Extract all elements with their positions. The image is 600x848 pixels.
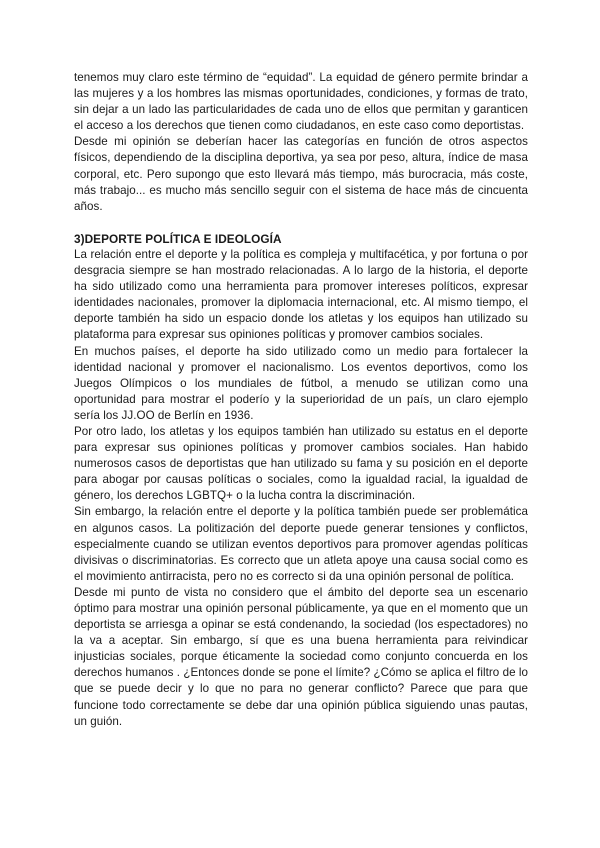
paragraph-equidad-definition: tenemos muy claro este término de “equidad”. La equidad de género permite brindar a las mujeres y a los hombres las mismas oportunidades, condiciones, y formas de trato, sin dejar a un lado las particularidades de cada uno de ellos que permitan y garanticen el acceso a los derechos que tienen como ciudadanos, en este caso como deportistas. — [74, 71, 528, 133]
paragraph-personal-view: Desde mi punto de vista no considero que el ámbito del deporte sea un escenario óptimo para mostrar una opinión personal públicamente, ya que en el momento que un deportista se arriesga a opinar se está condenando, la sociedad (los espectadores) no la va a aceptar. Sin embargo, sí que es una buena herramienta para reivindicar injusticias sociales, porque éticamente la sociedad como conjunto concuerda en los derechos humanos . ¿Entonces donde se pone el límite? ¿Cómo se aplica el filtro de lo que se puede decir y lo que no para no generar conflicto? Parece que para que funcione todo correctamente se debe dar una opinión pública siguiendo unas pautas, un guión. — [74, 585, 528, 728]
document-page — [74, 70, 528, 730]
paragraph-politics-intro: La relación entre el deporte y la política es compleja y multifacética, y por fortuna o por desgracia siempre se han mostrado relacionadas. A lo largo de la historia, el deporte ha sido utilizado como una herramienta para promover intereses políticos, expresar identidades nacionales, promover la diplomacia internacional, etc. Al mismo tiempo, el deporte también ha sido un espacio donde los atletas y los equipos han utilizado su plataforma para expresar sus opiniones políticas y promover cambios sociales. — [74, 247, 528, 342]
section-spacer — [74, 215, 528, 231]
paragraph-opinion-categories: Desde mi opinión se deberían hacer las categorías en función de otros aspectos físicos, dependiendo de la disciplina deportiva, ya sea por peso, altura, índice de masa corporal, etc. Pero supongo que esto llevará más tiempo, más burocracia, más coste, más trabajo... es mucho más sencillo seguir con el sistema de hace más de cincuenta años. — [74, 135, 528, 213]
section-heading: 3)DEPORTE POLÍTICA E IDEOLOGÍA — [74, 231, 282, 246]
paragraph-politicization: Sin embargo, la relación entre el deporte y la política también puede ser problemática en algunos casos. La politización del deporte puede generar tensiones y conflictos, especialmente cuando se utilizan eventos deportivos para promover agendas políticas divisivas o discriminatorias. Es correcto que un atleta apoye una causa social como es el movimiento antirracista, pero no es correcto si da una opinión personal de política. — [74, 505, 528, 583]
paragraph-athlete-activism: Por otro lado, los atletas y los equipos también han utilizado su estatus en el deporte para expresar sus opiniones políticas y promover cambios sociales. Han habido numerosos casos de deportistas que han utilizado su fama y su posición en el deporte para abogar por causas políticas o sociales, como la igualdad racial, la igualdad de género, los derechos LGBTQ+ o la lucha contra la discriminación. — [74, 424, 528, 503]
paragraph-nationalism: En muchos países, el deporte ha sido utilizado como un medio para fortalecer la identidad nacional y promover el nacionalismo. Los eventos deportivos, como los Juegos Olímpicos o los mundiales de fútbol, a menudo se utilizan como una oportunidad para mostrar el poderío y la superioridad de un país, un claro ejemplo sería los JJ.OO de Berlín en 1936. — [74, 344, 528, 422]
